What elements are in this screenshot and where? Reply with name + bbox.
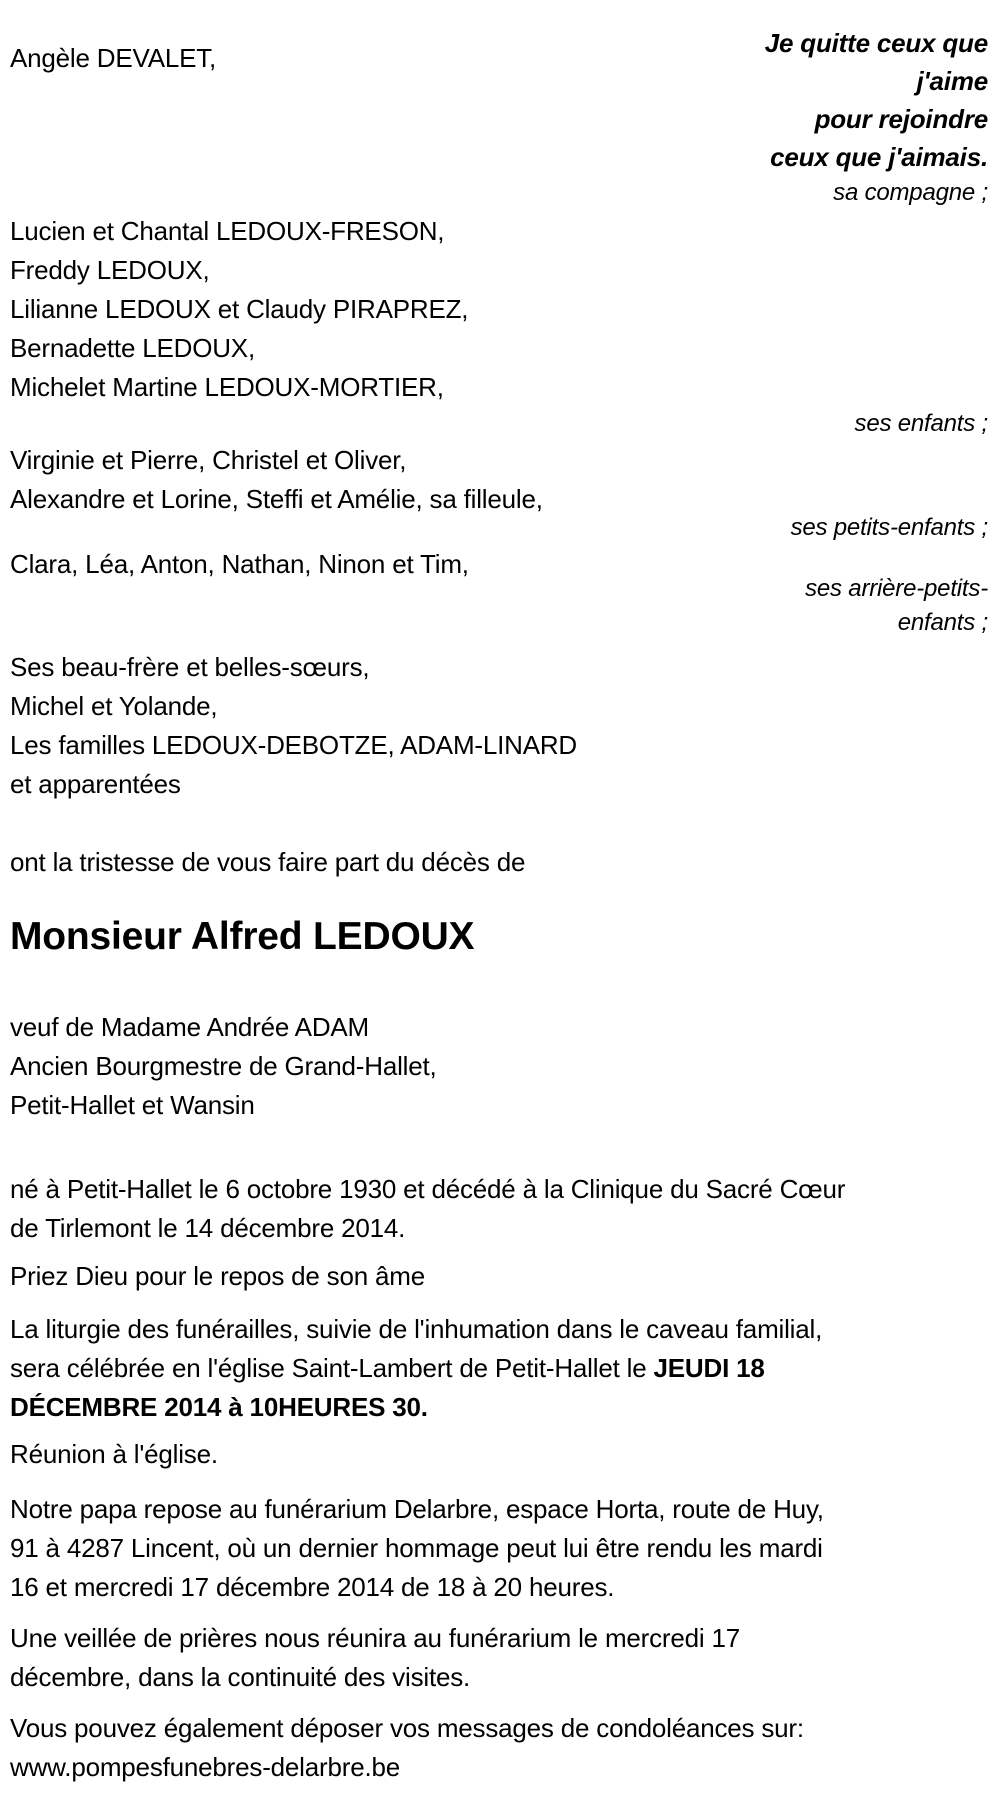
funeral-home-line-3: 16 et mercredi 17 décembre 2014 de 18 à 20 heures. (10, 1572, 615, 1602)
family-line-3: Les familles LEDOUX-DEBOTZE, ADAM-LINARD (10, 730, 578, 760)
ceremony-line-3 (10, 1388, 988, 1427)
great-grandchildren-names: Clara, Léa, Anton, Nathan, Ninon et Tim, (10, 549, 469, 579)
epitaph-line-1: Je quitte ceux que (764, 28, 988, 58)
deceased-details (10, 1008, 988, 1125)
ceremony-line-1: La liturgie des funérailles, suivie de l'inhumation dans le caveau familial, (10, 1314, 823, 1344)
children-relation: ses enfants ; (854, 410, 988, 437)
funeral-home-paragraph (10, 1490, 988, 1607)
companion-name: Angèle DEVALET, (10, 43, 217, 73)
great-grandchildren-relation-line-2: enfants ; (897, 609, 988, 636)
ceremony-date-bold: JEUDI 18 (653, 1353, 765, 1383)
children-name-2: Freddy LEDOUX, (10, 255, 210, 285)
deceased-detail-1: veuf de Madame Andrée ADAM (10, 1012, 370, 1042)
condolences-paragraph (10, 1709, 988, 1787)
grandchildren-name-2: Alexandre et Lorine, Steffi et Amélie, sa filleule, (10, 484, 543, 514)
family-line-4: et apparentées (10, 769, 181, 799)
grandchildren-name-1: Virginie et Pierre, Christel et Oliver, (10, 445, 407, 475)
ceremony-line-2-normal: sera célébrée en l'église Saint-Lambert de Petit-Hallet le (10, 1353, 654, 1383)
birth-death-paragraph (10, 1170, 988, 1248)
vigil-paragraph (10, 1619, 988, 1697)
birth-death-line-1: né à Petit-Hallet le 6 octobre 1930 et décédé à la Clinique du Sacré Cœur (10, 1174, 846, 1204)
deceased-name-heading: Monsieur Alfred LEDOUX (10, 915, 475, 958)
deceased-detail-3: Petit-Hallet et Wansin (10, 1090, 255, 1120)
children-name-3: Lilianne LEDOUX et Claudy PIRAPREZ, (10, 294, 469, 324)
epitaph-line-2: j'aime (916, 66, 988, 96)
birth-death-line-2: de Tirlemont le 14 décembre 2014. (10, 1213, 406, 1243)
prayer-text: Priez Dieu pour le repos de son âme (10, 1261, 426, 1291)
condolences-line: Vous pouvez également déposer vos messages de condoléances sur: (10, 1713, 804, 1743)
church-meeting-text: Réunion à l'église. (10, 1439, 218, 1469)
grandchildren-list (10, 441, 988, 519)
family-list (10, 648, 988, 804)
ceremony-time-bold: DÉCEMBRE 2014 à 10HEURES 30. (10, 1392, 428, 1422)
vigil-line-1: Une veillée de prières nous réunira au funérarium le mercredi 17 (10, 1623, 741, 1653)
companion-relation: sa compagne ; (833, 179, 988, 206)
children-name-4: Bernadette LEDOUX, (10, 333, 255, 363)
notice-header (10, 0, 988, 212)
announcement-text: ont la tristesse de vous faire part du décès de (10, 847, 526, 877)
epitaph-line-4: ceux que j'aimais. (770, 142, 988, 172)
family-line-1: Ses beau-frère et belles-sœurs, (10, 652, 370, 682)
epitaph-quote (765, 24, 988, 210)
funeral-home-line-2: 91 à 4287 Lincent, où un dernier hommage peut lui être rendu les mardi (10, 1533, 823, 1563)
grandchildren-relation: ses petits-enfants ; (790, 514, 988, 541)
children-name-5: Michelet Martine LEDOUX-MORTIER, (10, 372, 444, 402)
children-name-1: Lucien et Chantal LEDOUX-FRESON, (10, 216, 445, 246)
great-grandchildren-relation-line-1: ses arrière-petits- (805, 575, 988, 602)
children-list (10, 212, 988, 407)
funeral-home-line-1: Notre papa repose au funérarium Delarbre, espace Horta, route de Huy, (10, 1494, 824, 1524)
ceremony-line-2 (10, 1349, 988, 1388)
website-url: www.pompesfunebres-delarbre.be (10, 1752, 400, 1782)
epitaph-line-3: pour rejoindre (814, 104, 988, 134)
deceased-detail-2: Ancien Bourgmestre de Grand-Hallet, (10, 1051, 437, 1081)
family-line-2: Michel et Yolande, (10, 691, 218, 721)
ceremony-paragraph (10, 1310, 988, 1427)
vigil-line-2: décembre, dans la continuité des visites. (10, 1662, 471, 1692)
